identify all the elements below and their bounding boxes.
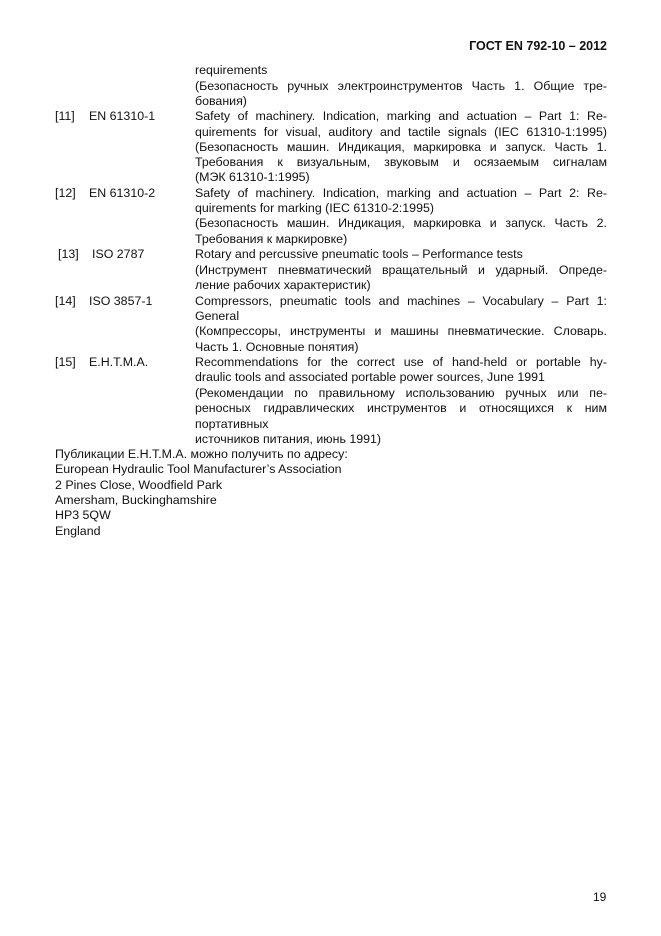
reference-line: Требования к визуальным, звуковым и осязаемым сигналам [195, 155, 607, 169]
address-line: European Hydraulic Tool Manufacturer’s Association [55, 462, 342, 476]
reference-line: (Компрессоры, инструменты и машины пневматические. Словарь. [195, 324, 607, 338]
reference-code: EN 61310-1 [89, 109, 156, 123]
reference-code: E.H.T.M.A. [89, 355, 149, 369]
continuation-line: (Безопасность ручных электроинструментов Часть 1. Общие тре- [195, 79, 607, 93]
reference-line: (Безопасность машин. Индикация, маркировка и запуск. Часть 2. [195, 216, 607, 230]
reference-line: Compressors, pneumatic tools and machines – Vocabulary – Part 1: [195, 294, 607, 308]
reference-line: quirements for visual, auditory and tactile signals (IEC 61310-1:1995) [195, 125, 607, 139]
reference-number: [15] [55, 355, 76, 369]
reference-number: [11] [55, 109, 75, 123]
reference-line: Safety of machinery. Indication, marking and actuation – Part 1: Re- [195, 109, 607, 123]
reference-line: Recommendations for the correct use of hand-held or portable hy- [195, 355, 607, 369]
continuation-line: requirements [195, 63, 268, 77]
address-line: HP3 5QW [55, 508, 111, 522]
reference-line: ление рабочих характеристик) [195, 278, 371, 292]
reference-number: [14] [55, 294, 76, 308]
reference-code: EN 61310-2 [89, 186, 156, 200]
reference-line: источников питания, июнь 1991) [195, 432, 382, 446]
address-line: Amersham, Buckinghamshire [55, 493, 217, 507]
reference-line: Safety of machinery. Indication, marking and actuation – Part 2: Re- [195, 186, 607, 200]
reference-line: General [195, 309, 240, 323]
reference-line: Часть 1. Основные понятия) [195, 340, 359, 354]
page-number: 19 [593, 890, 607, 904]
reference-number: [12] [55, 186, 76, 200]
reference-line: Rotary and percussive pneumatic tools – Performance tests [195, 247, 523, 261]
reference-line: quirements for marking (IEC 61310-2:1995) [195, 201, 434, 215]
reference-number: [13] [58, 247, 79, 261]
reference-code: ISO 2787 [92, 247, 145, 261]
reference-line: (Рекомендации по правильному использованию ручных или пе- [195, 386, 607, 400]
reference-code: ISO 3857-1 [89, 294, 153, 308]
standard-designation: ГОСТ EN 792-10 – 2012 [469, 39, 607, 53]
reference-line: Требования к маркировке) [195, 232, 348, 246]
address-line: England [55, 524, 101, 538]
reference-line: (МЭК 61310-1:1995) [195, 170, 310, 184]
reference-line: (Безопасность машин. Индикация, маркировка и запуск. Часть 1. [195, 140, 607, 154]
reference-line: draulic tools and associated portable power sources, June 1991 [195, 370, 545, 384]
reference-line: (Инструмент пневматический вращательный и ударный. Опреде- [195, 263, 607, 277]
address-intro: Публикации E.H.T.M.A. можно получить по адресу: [55, 447, 348, 461]
continuation-line: бования) [195, 94, 247, 108]
reference-line: реносных гидравлических инструментов и относящихся к ним [195, 401, 607, 415]
address-line: 2 Pines Close, Woodfield Park [55, 478, 223, 492]
reference-line: портативных [195, 417, 269, 431]
